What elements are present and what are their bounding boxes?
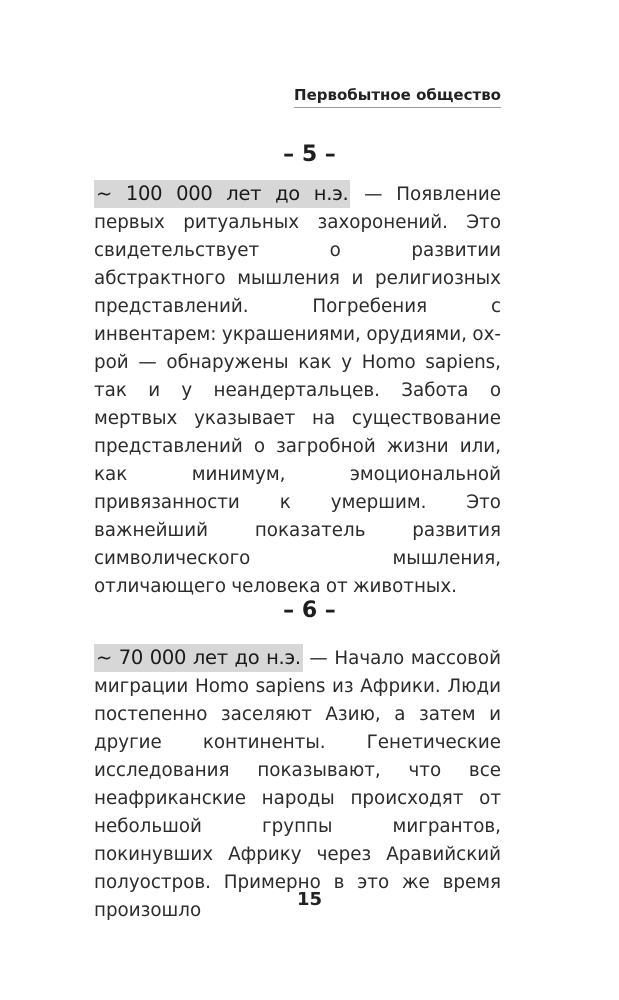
entry-text: Появление первых ритуальных захоронений. Это свидетельствует о развитии абстрактного мышления и религиозных представлений. Погребения с инвентарем: украшениями, орудиями, охрой — обнаружены как у Homo sapiens, так и у неандертальцев. Забота о мертвых указывает на существование представлений о загробной жизни или, как минимум, эмоциональной привязанности к умершим. Это важнейший показатель развития символического мышления, отличающего человека от животных. <box>94 184 501 597</box>
section-number-6: – 6 – <box>283 598 336 623</box>
date-chip: ~ 70 000 лет до н.э. <box>94 644 303 672</box>
running-head: Первобытное общество <box>294 86 501 108</box>
page-number: 15 <box>296 889 323 910</box>
entry-6 <box>94 644 501 925</box>
entry-dash: — <box>350 184 397 205</box>
entry-5 <box>94 180 501 601</box>
date-chip: ~ 100 000 лет до н.э. <box>94 180 350 208</box>
section-number-5: – 5 – <box>283 142 336 167</box>
entry-dash: — <box>302 648 335 669</box>
entry-text: Начало массовой миграции Homo sapiens из Африки. Люди постепенно заселяют Азию, а затем и другие континенты. Генетические исследования показывают, что все неафриканские народы происходят от небольшой группы мигрантов, покинувших Африку через Аравийский полуостров. Примерно в это же время произошло <box>94 648 501 921</box>
